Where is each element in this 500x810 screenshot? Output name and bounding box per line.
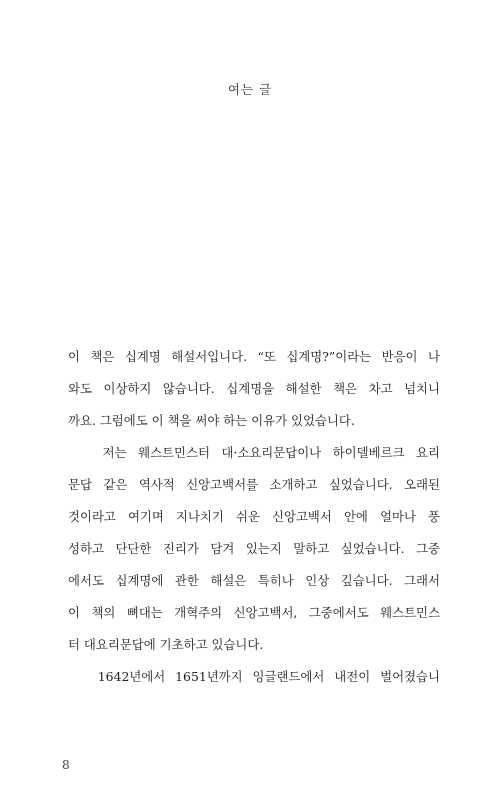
text-line: 것이라고 여기며 지나치기 쉬운 신앙고백서 안에 얼마나 풍 <box>68 509 440 524</box>
page-number: 8 <box>62 758 70 772</box>
text-line: 저는 웨스트민스터 대·소요리문답이나 하이델베르크 요리 <box>68 445 440 460</box>
text-line: 성하고 단단한 진리가 담겨 있는지 말하고 싶었습니다. 그중 <box>68 541 440 556</box>
text-line: 와도 이상하지 않습니다. 십계명을 해설한 책은 차고 넘치니 <box>68 381 440 396</box>
chapter-title: 여는 글 <box>227 82 273 97</box>
text-line: 문답 같은 역사적 신앙고백서를 소개하고 싶었습니다. 오래된 <box>68 477 440 492</box>
text-line: 까요. 그럼에도 이 책을 써야 하는 이유가 있었습니다. <box>68 413 355 428</box>
body-text <box>68 348 440 700</box>
text-line: 이 책의 뼈대는 개혁주의 신앙고백서, 그중에서도 웨스트민스 <box>68 605 440 620</box>
text-line: 1642년에서 1651년까지 잉글랜드에서 내전이 벌어졌습니 <box>68 669 440 684</box>
text-line: 터 대요리문답에 기초하고 있습니다. <box>68 637 264 652</box>
text-line: 에서도 십계명에 관한 해설은 특히나 인상 깊습니다. 그래서 <box>68 573 440 588</box>
text-line: 이 책은 십계명 해설서입니다. “또 십계명?”이라는 반응이 나 <box>68 349 440 364</box>
